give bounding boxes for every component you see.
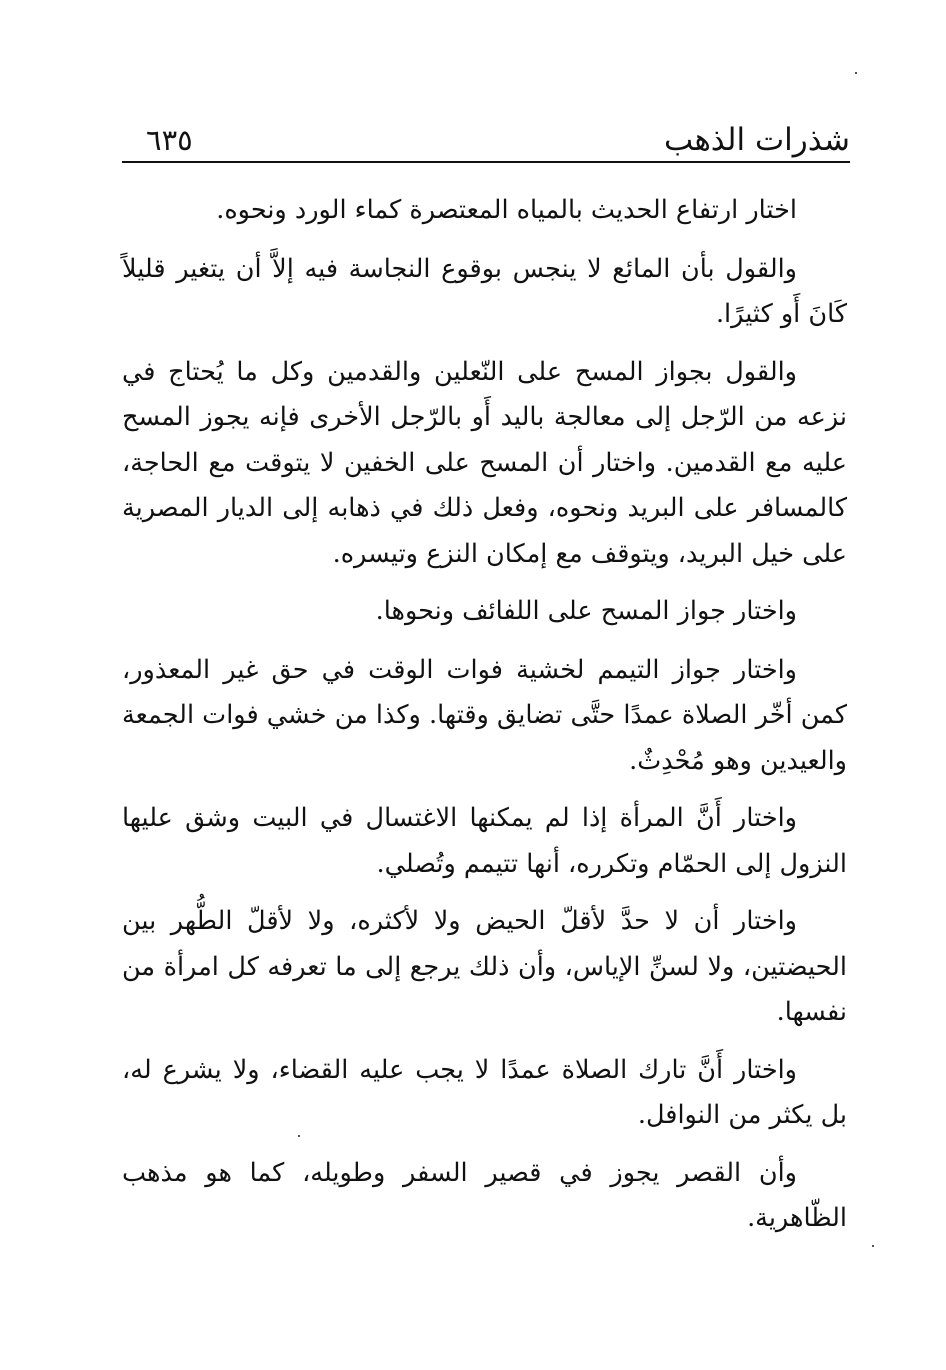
scan-speck: [855, 72, 857, 74]
header-rule: [122, 161, 850, 163]
page-number: ٦٣٥: [146, 123, 193, 157]
paragraph-2: والقول بأن المائع لا ينجس بوقوع النجاسة فيه إلاَّ أن يتغير قليلاً كَانَ أَو كثيرًا.: [122, 253, 847, 329]
paragraph-3: والقول بجواز المسح على النّعلين والقدمين وكل ما يُحتاج في نزعه من الرّجل إلى معالجة باليد أَو بالرّجل الأخرى فإنه يجوز المسح عليه مع القدمين. واختار أن المسح على الخفين لا يتوقت مع الحاجة، كالمسافر على البريد ونحوه، وفعل ذلك في ذهابه إلى الديار المصرية على خيل البريد، ويتوقف مع إمكان النزع وتيسره.: [122, 356, 847, 569]
paragraph-5: واختار جواز التيمم لخشية فوات الوقت في حق غير المعذور، كمن أخّر الصلاة عمدًا حتَّى تضايق وقتها. وكذا من خشي فوات الجمعة والعيدين وهو مُحْدِثٌ.: [122, 654, 847, 776]
paragraph-6: واختار أَنَّ المرأة إذا لم يمكنها الاغتسال في البيت وشق عليها النزول إلى الحمّام وتكرره، أنها تتيمم وتُصلي.: [122, 803, 847, 879]
paragraph-1: اختار ارتفاع الحديث بالمياه المعتصرة كماء الورد ونحوه.: [216, 195, 797, 225]
scan-speck: [872, 1245, 874, 1247]
page-header: [122, 118, 850, 164]
paragraph-7: واختار أن لا حدَّ لأقلّ الحيض ولا لأكثره، ولا لأقلّ الطُّهر بين الحيضتين، ولا لسنِّ الإياس، وأن ذلك يرجع إلى ما تعرفه كل امرأة من نفسها.: [122, 906, 847, 1027]
running-title: شذرات الذهب: [664, 122, 850, 158]
paragraph-8: واختار أَنَّ تارك الصلاة عمدًا لا يجب عليه القضاء، ولا يشرع له، بل يكثر من النوافل.: [122, 1054, 847, 1130]
paragraph-9: وأن القصر يجوز في قصير السفر وطويله، كما هو مذهب الظّاهرية.: [122, 1157, 847, 1233]
body-text: [122, 188, 847, 1255]
paragraph-4: واختار جواز المسح على اللفائف ونحوها.: [375, 596, 797, 626]
scan-speck: [298, 1135, 300, 1137]
